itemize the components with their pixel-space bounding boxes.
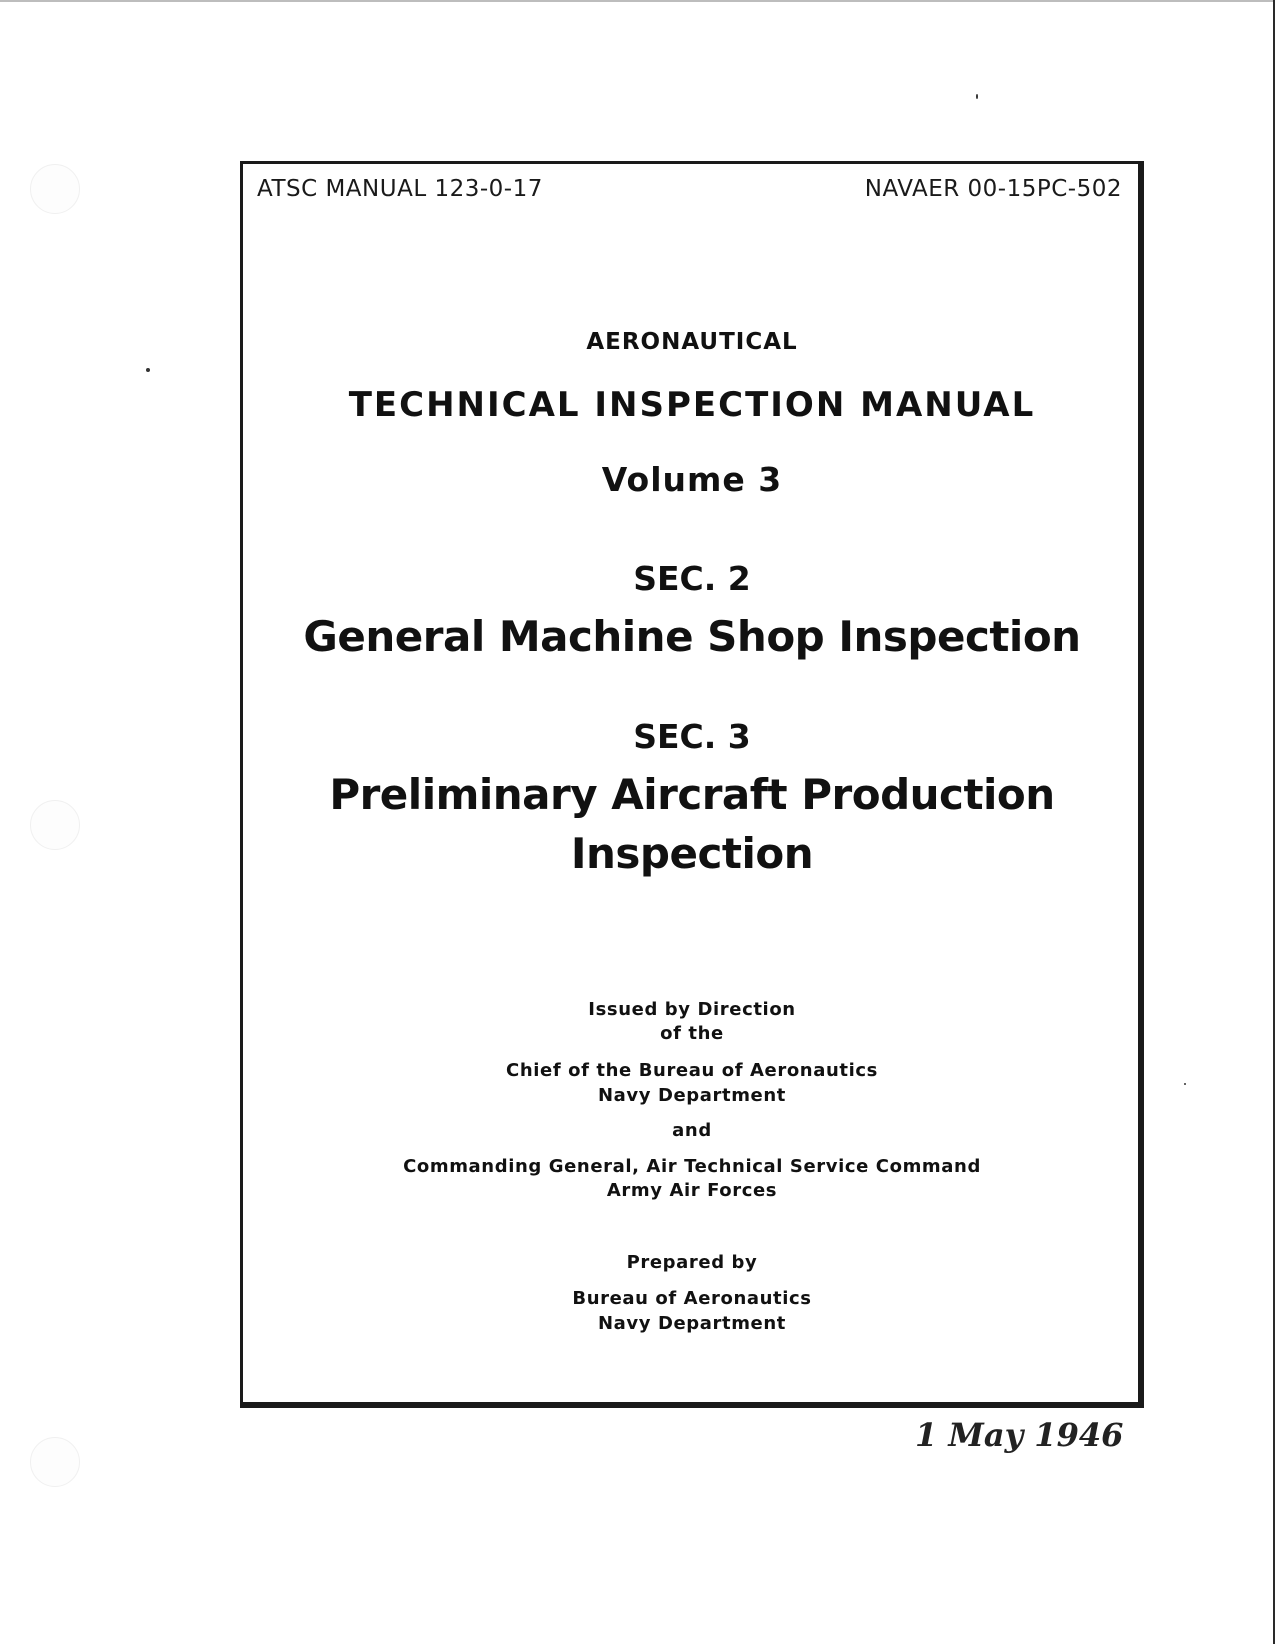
issue-date: 1 May 1946 bbox=[915, 1416, 1124, 1454]
authority-2-line-1: Commanding General, Air Technical Service Command bbox=[403, 1156, 981, 1177]
punch-hole-middle bbox=[30, 800, 80, 850]
atsc-manual-number: ATSC MANUAL 123-0-17 bbox=[257, 176, 543, 202]
section-2-title: General Machine Shop Inspection bbox=[303, 612, 1081, 661]
category-heading: AERONAUTICAL bbox=[586, 329, 798, 355]
issued-by-line-2: of the bbox=[660, 1023, 724, 1044]
section-3-title-line-1: Preliminary Aircraft Production bbox=[329, 770, 1055, 819]
navaer-number: NAVAER 00-15PC-502 bbox=[864, 176, 1122, 202]
scan-speck bbox=[146, 368, 150, 372]
conjunction-and: and bbox=[672, 1120, 712, 1141]
title-page-frame bbox=[240, 161, 1144, 1408]
preparer-line-2: Navy Department bbox=[598, 1313, 786, 1334]
issued-by-line-1: Issued by Direction bbox=[588, 999, 796, 1020]
authority-2-line-2: Army Air Forces bbox=[606, 1180, 778, 1201]
scan-speck bbox=[1184, 1083, 1186, 1085]
scan-edge-top bbox=[0, 0, 1275, 2]
section-3-title-line-2: Inspection bbox=[570, 829, 814, 878]
manual-title: TECHNICAL INSPECTION MANUAL bbox=[348, 385, 1036, 425]
prepared-by-label: Prepared by bbox=[626, 1252, 758, 1273]
volume-label: Volume 3 bbox=[601, 460, 783, 499]
punch-hole-top bbox=[30, 164, 80, 214]
authority-1-line-2: Navy Department bbox=[598, 1085, 786, 1106]
section-3-label: SEC. 3 bbox=[633, 717, 751, 756]
authority-1-line-1: Chief of the Bureau of Aeronautics bbox=[506, 1060, 878, 1081]
preparer-line-1: Bureau of Aeronautics bbox=[572, 1288, 812, 1309]
section-2-label: SEC. 2 bbox=[633, 559, 751, 598]
scan-speck bbox=[976, 94, 978, 99]
punch-hole-bottom bbox=[30, 1437, 80, 1487]
